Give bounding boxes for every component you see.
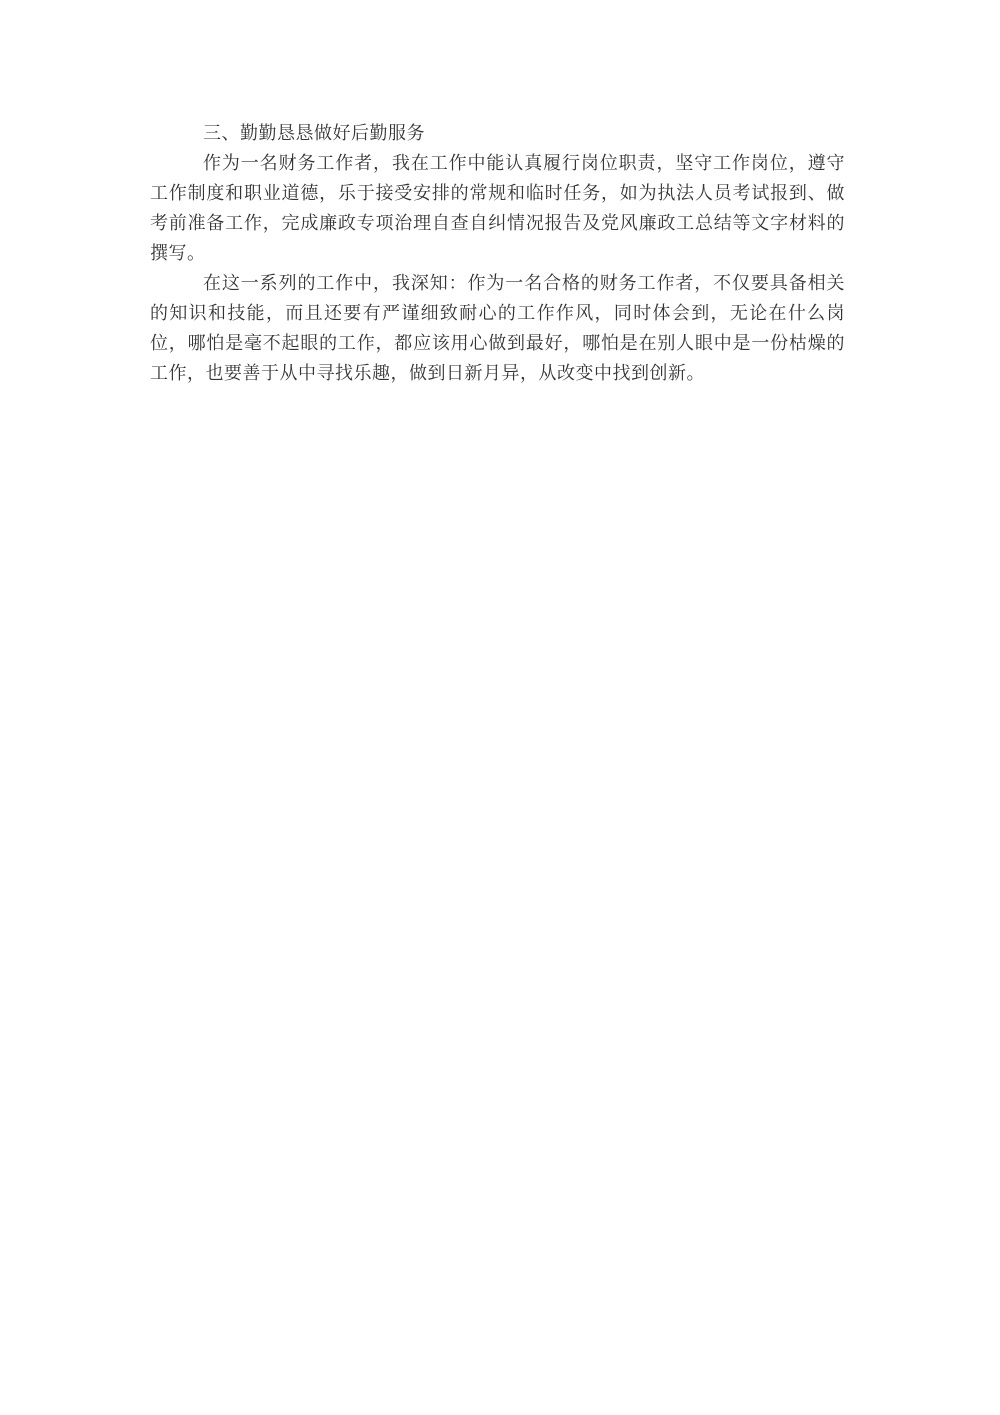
paragraph-reflection: 在这一系列的工作中，我深知：作为一名合格的财务工作者，不仅要具备相关的知识和技能，而且还要有严谨细致耐心的工作作风，同时体会到，无论在什么岗位，哪怕是毫不起眼的工作，都应该用心做到最好，哪怕是在别人眼中是一份枯燥的工作，也要善于从中寻找乐趣，做到日新月异，从改变中找到创新。 xyxy=(150,273,845,383)
paragraph-duty-description: 作为一名财务工作者，我在工作中能认真履行岗位职责，坚守工作岗位，遵守工作制度和职业道德，乐于接受安排的常规和临时任务，如为执法人员考试报到、做考前准备工作，完成廉政专项治理自查自纠情况报告及党风廉政工总结等文字材料的撰写。 xyxy=(150,153,845,263)
section-heading: 三、勤勤恳恳做好后勤服务 xyxy=(203,123,425,143)
document-content xyxy=(150,118,845,388)
